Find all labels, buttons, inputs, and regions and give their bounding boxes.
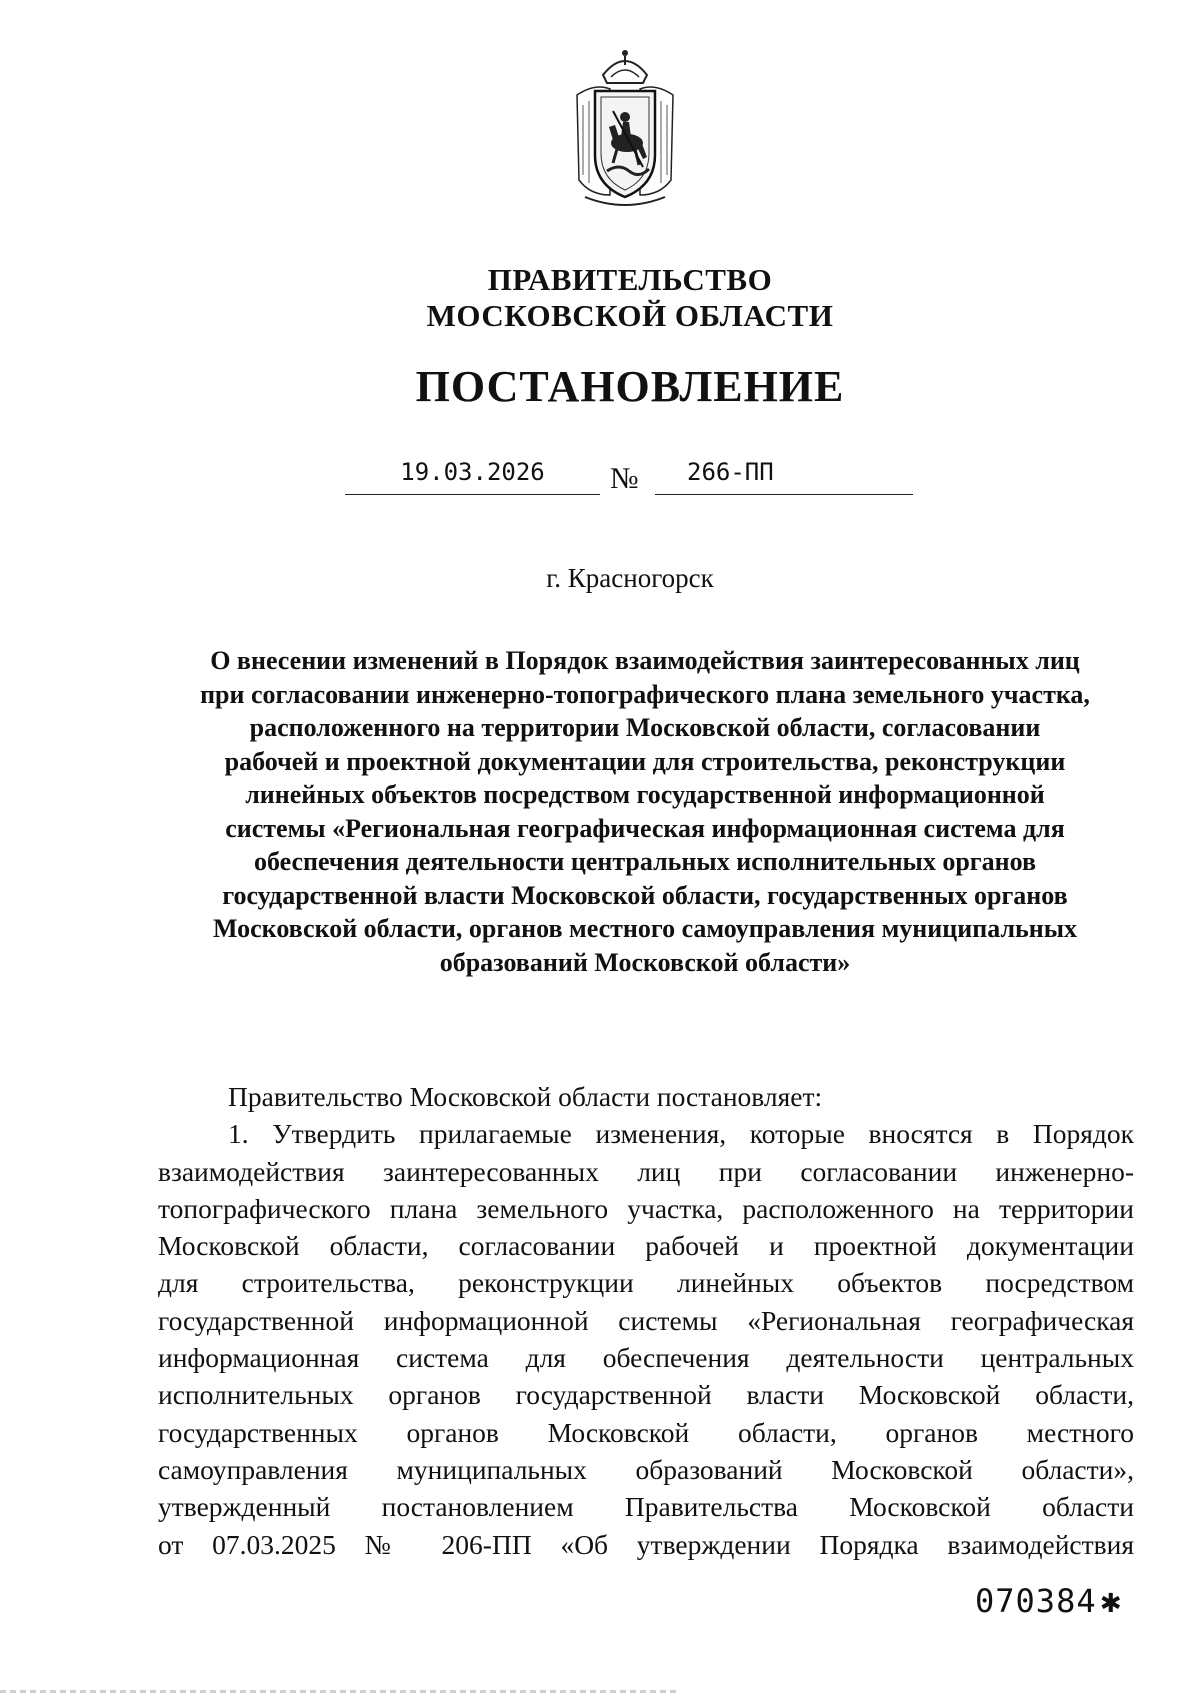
title-line: расположенного на территории Московской области, согласовании [249, 713, 1041, 742]
body-line: Московской области, согласовании рабочей и проектной документации [158, 1230, 1134, 1262]
body-line: самоуправления муниципальных образований Московской области», [158, 1453, 1134, 1485]
serial-number: 070384 [975, 1582, 1097, 1620]
body-line: утвержденный постановлением Правительства Московской области [158, 1491, 1134, 1523]
title-line: обеспечения деятельности центральных исполнительных органов [253, 847, 1036, 876]
coat-of-arms-icon [565, 45, 685, 210]
title-line: рабочей и проектной документации для строительства, реконструкции [224, 746, 1066, 776]
document-title [150, 644, 1140, 979]
number-sign: № [610, 462, 639, 495]
document-number: 266-ПП [687, 458, 774, 486]
document-number-field [655, 458, 913, 495]
organization-name-line2: МОСКОВСКОЙ ОБЛАСТИ [426, 298, 834, 333]
body-line: государственных органов Московской области, органов местного [158, 1416, 1134, 1448]
document-city: г. Красногорск [546, 563, 714, 593]
body-line: Правительство Московской области постановляет: [228, 1081, 823, 1112]
scan-artifact-line [0, 1690, 680, 1693]
body-line: информационная система для обеспечения деятельности центральных [158, 1342, 1134, 1374]
title-line: при согласовании инженерно-топографического плана земельного участка, [200, 679, 1090, 709]
title-line: системы «Региональная географическая информационная система для [225, 813, 1065, 843]
body-line: государственной информационной системы «Региональная географическая [158, 1304, 1134, 1336]
body-line: от 07.03.2025 № 206-ПП «Об утверждении Порядка взаимодействия [158, 1528, 1134, 1560]
body-line: для строительства, реконструкции линейных объектов посредством [158, 1267, 1134, 1299]
body-line: топографического плана земельного участка, расположенного на территории [158, 1192, 1134, 1224]
body-line: 1. Утвердить прилагаемые изменения, которые вносятся в Порядок [228, 1118, 1134, 1150]
document-type: ПОСТАНОВЛЕНИЕ [415, 362, 845, 411]
title-line: государственной власти Московской области, государственных органов [222, 880, 1068, 910]
body-line: исполнительных органов государственной власти Московской области, [158, 1379, 1134, 1411]
document-body [158, 1078, 1134, 1563]
organization-name-line1: ПРАВИТЕЛЬСТВО [487, 262, 773, 297]
document-date-field [345, 458, 600, 495]
serial-number-stamp [975, 1583, 1122, 1619]
title-line: Московской области, органов местного самоуправления муниципальных [212, 914, 1078, 943]
title-line: линейных объектов посредством государственной информационной [245, 780, 1045, 809]
asterisk-icon: ✱ [1100, 1581, 1123, 1621]
body-line: взаимодействия заинтересованных лиц при согласовании инженерно- [158, 1155, 1134, 1187]
title-line: образований Московской области» [439, 947, 851, 977]
document-date: 19.03.2026 [400, 458, 545, 486]
title-line: О внесении изменений в Порядок взаимодействия заинтересованных лиц [210, 646, 1080, 675]
